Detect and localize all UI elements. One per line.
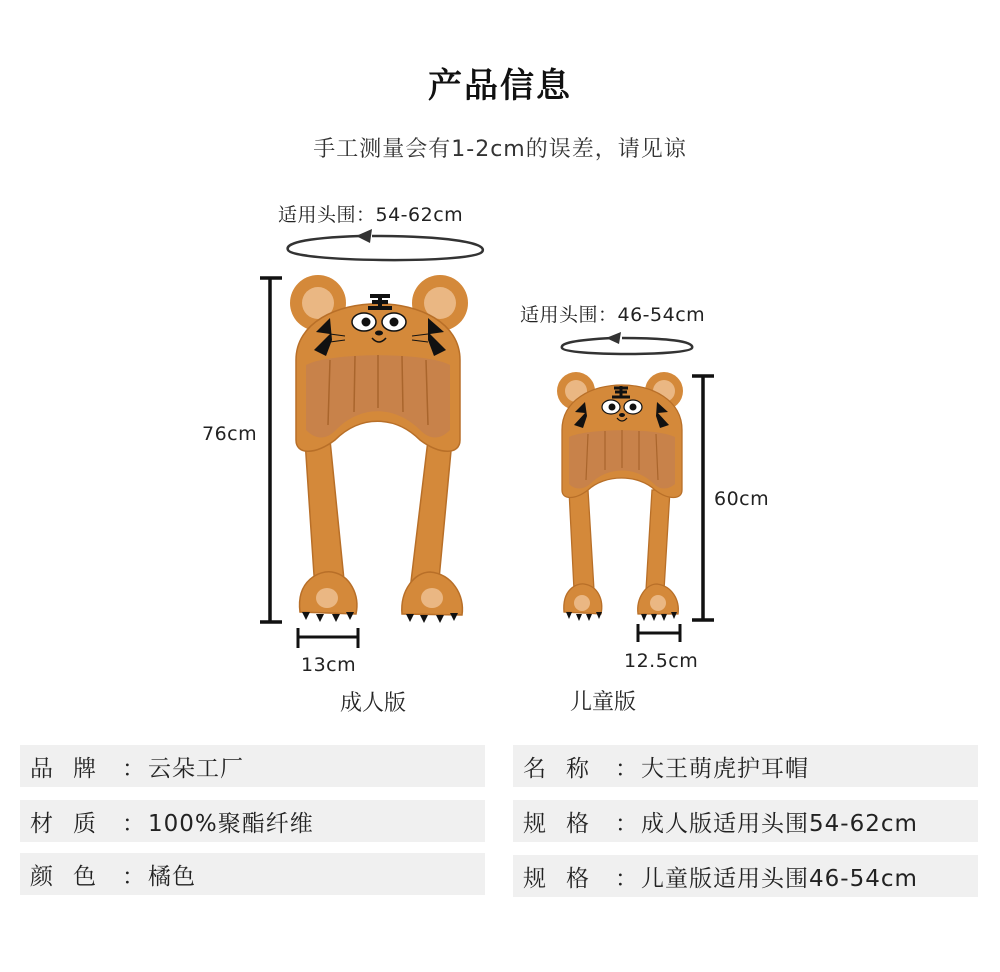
page-subtitle: 手工测量会有1-2cm的误差，请见谅 — [313, 137, 687, 162]
spec-row-color — [20, 853, 485, 895]
child-height-label: 60cm — [714, 488, 770, 510]
spec-key: 名称 — [523, 755, 609, 782]
spec-row-size-adult — [513, 800, 978, 842]
child-width-bar — [638, 624, 680, 642]
adult-head-circumference-label: 适用头围：54-62cm — [278, 204, 464, 226]
adult-version-label: 成人版 — [340, 691, 407, 716]
adult-width-bar — [298, 628, 358, 648]
spec-value: 儿童版适用头围46-54cm — [641, 865, 918, 892]
spec-key: 品牌 — [30, 755, 116, 782]
adult-rotation-arrow-icon — [288, 229, 483, 260]
adult-tiger-hat — [290, 275, 468, 623]
spec-key: 材质 — [30, 810, 116, 837]
adult-height-label: 76cm — [202, 423, 258, 445]
spec-value: 100%聚酯纤维 — [148, 810, 314, 837]
spec-separator: ： — [615, 755, 638, 782]
adult-height-bar — [260, 278, 282, 622]
child-version-label: 儿童版 — [570, 690, 637, 715]
spec-row-size-child — [513, 855, 978, 897]
child-tiger-hat — [557, 372, 683, 621]
spec-row-brand — [20, 745, 485, 787]
spec-value: 大王萌虎护耳帽 — [641, 755, 809, 782]
spec-key: 规格 — [523, 865, 609, 892]
spec-key: 颜色 — [30, 863, 116, 890]
spec-row-name — [513, 745, 978, 787]
spec-separator: ： — [615, 865, 638, 892]
child-width-label: 12.5cm — [624, 650, 699, 672]
spec-separator: ： — [615, 810, 638, 837]
spec-key: 规格 — [523, 810, 609, 837]
spec-row-material — [20, 800, 485, 842]
child-height-bar — [692, 376, 714, 620]
spec-separator: ： — [122, 810, 145, 837]
child-rotation-arrow-icon — [562, 332, 692, 354]
adult-width-label: 13cm — [301, 654, 357, 676]
spec-separator: ： — [122, 755, 145, 782]
spec-value: 橘色 — [148, 863, 196, 890]
page-title: 产品信息 — [428, 66, 572, 106]
child-head-circumference-label: 适用头围：46-54cm — [520, 304, 706, 326]
spec-value: 云朵工厂 — [148, 755, 244, 782]
spec-separator: ： — [122, 863, 145, 890]
spec-value: 成人版适用头围54-62cm — [641, 810, 918, 837]
